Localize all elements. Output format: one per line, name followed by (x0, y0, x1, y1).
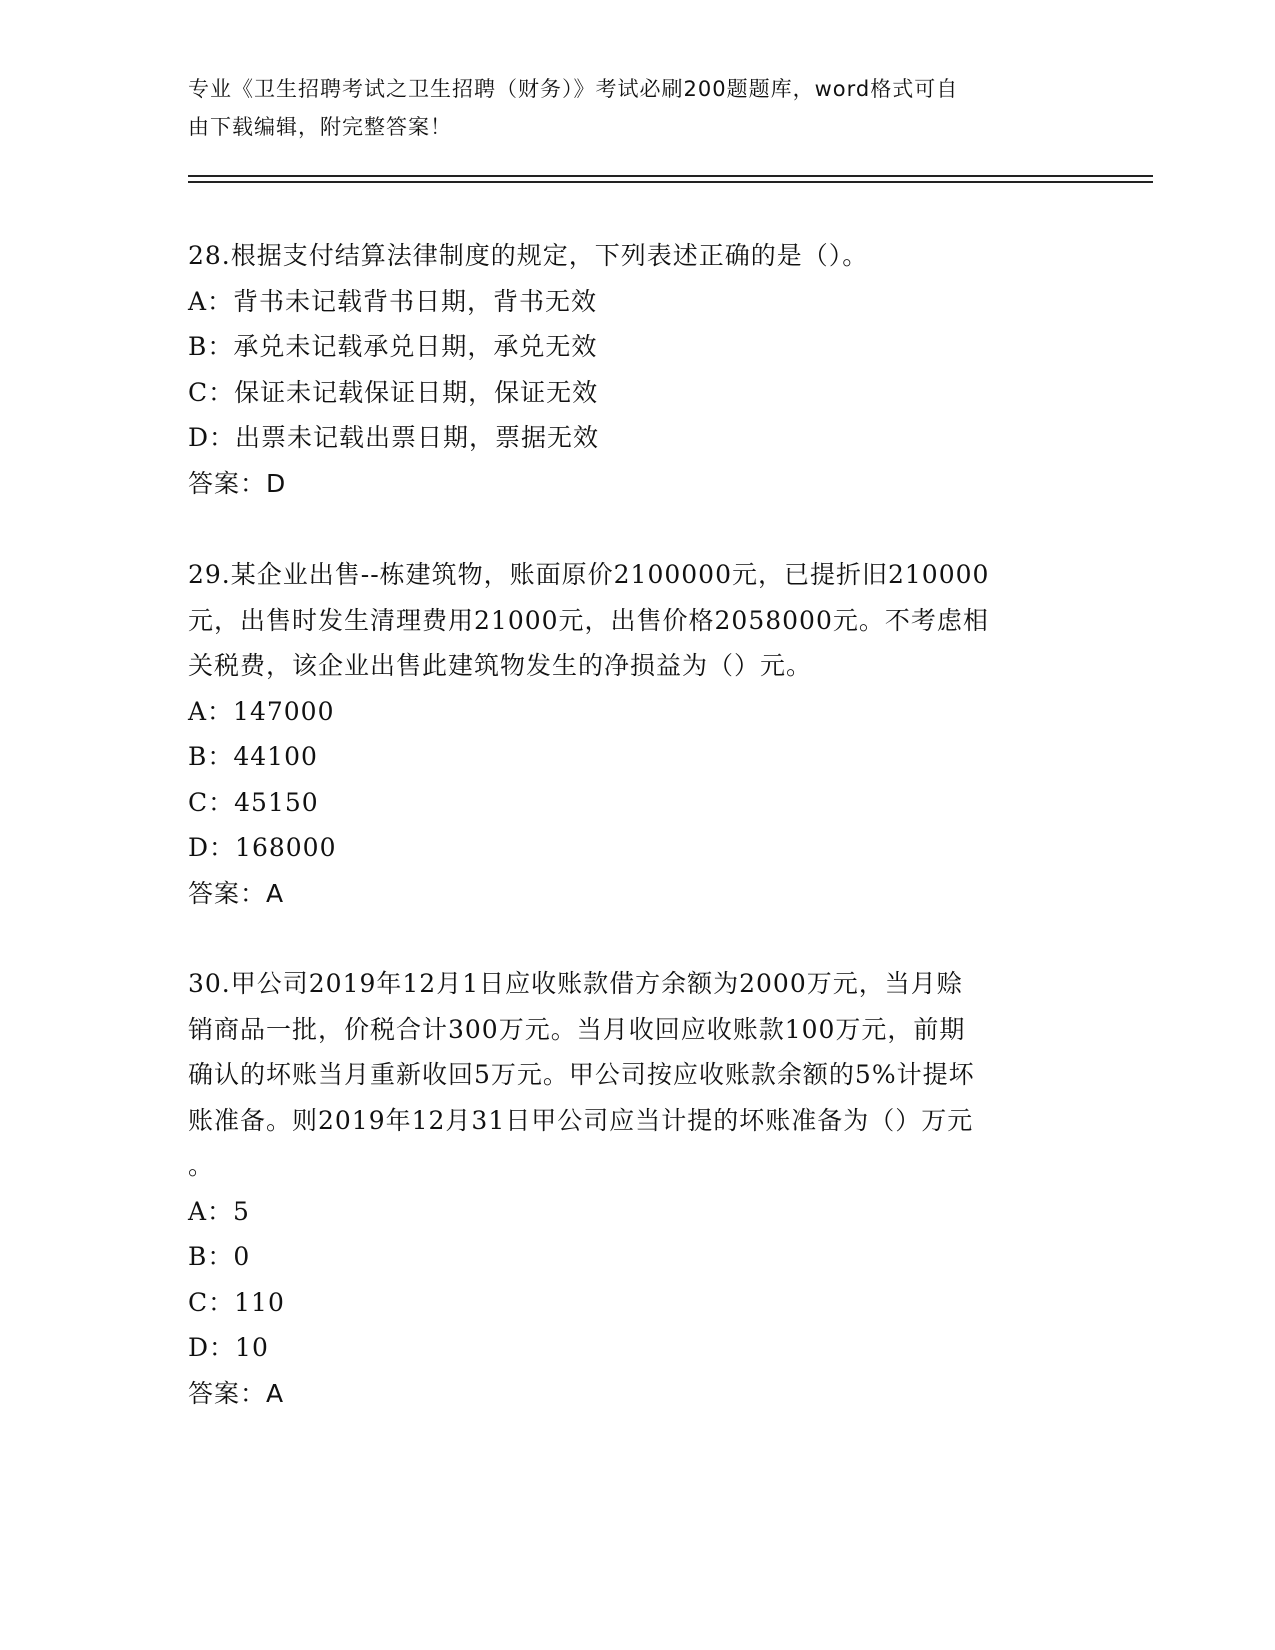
question-text: 28.根据支付结算法律制度的规定，下列表述正确的是（）。 (188, 241, 869, 270)
option-b: B：44100 (188, 742, 318, 771)
option-c: C：110 (188, 1287, 285, 1317)
header-divider (188, 181, 1153, 183)
option-c: C：45150 (188, 787, 319, 817)
header-line: 由下载编辑，附完整答案！ (188, 115, 452, 139)
question-text: 30.甲公司2019年12月1日应收账款借方余额为2000万元，当月赊 (188, 969, 963, 998)
answer: 答案：A (188, 1378, 285, 1408)
question-text: 关税费，该企业出售此建筑物发生的净损益为（）元。 (188, 651, 813, 680)
option-d: D：10 (188, 1333, 269, 1362)
answer: 答案：A (188, 878, 285, 908)
question-text: 。 (188, 1151, 215, 1180)
question-text: 销商品一批，价税合计300万元。当月收回应收账款100万元，前期 (188, 1014, 966, 1044)
answer: 答案：D (188, 468, 287, 498)
option-d: D：168000 (188, 833, 337, 862)
question-text: 29.某企业出售--栋建筑物，账面原价2100000元，已提折旧210000 (188, 560, 990, 589)
option-a: A：147000 (188, 696, 335, 726)
option-a: A：背书未记载背书日期，背书无效 (188, 286, 598, 316)
question-29 (188, 552, 1068, 916)
header-line: 专业《卫生招聘考试之卫生招聘（财务）》考试必刷200题题库，word格式可自 (188, 77, 959, 101)
option-b: B：0 (188, 1242, 251, 1271)
document-header (188, 70, 1068, 146)
question-text: 账准备。则2019年12月31日甲公司应当计提的坏账准备为（）万元 (188, 1105, 974, 1135)
question-text: 确认的坏账当月重新收回5万元。甲公司按应收账款余额的5%计提坏 (188, 1060, 975, 1089)
option-a: A：5 (188, 1196, 250, 1226)
question-30 (188, 961, 1068, 1416)
header-divider (188, 175, 1153, 177)
question-text: 元，出售时发生清理费用21000元，出售价格2058000元。不考虑相 (188, 605, 989, 635)
option-d: D：出票未记载出票日期，票据无效 (188, 423, 600, 452)
question-28 (188, 233, 1068, 506)
option-b: B：承兑未记载承兑日期，承兑无效 (188, 332, 598, 361)
option-c: C：保证未记载保证日期，保证无效 (188, 377, 599, 407)
